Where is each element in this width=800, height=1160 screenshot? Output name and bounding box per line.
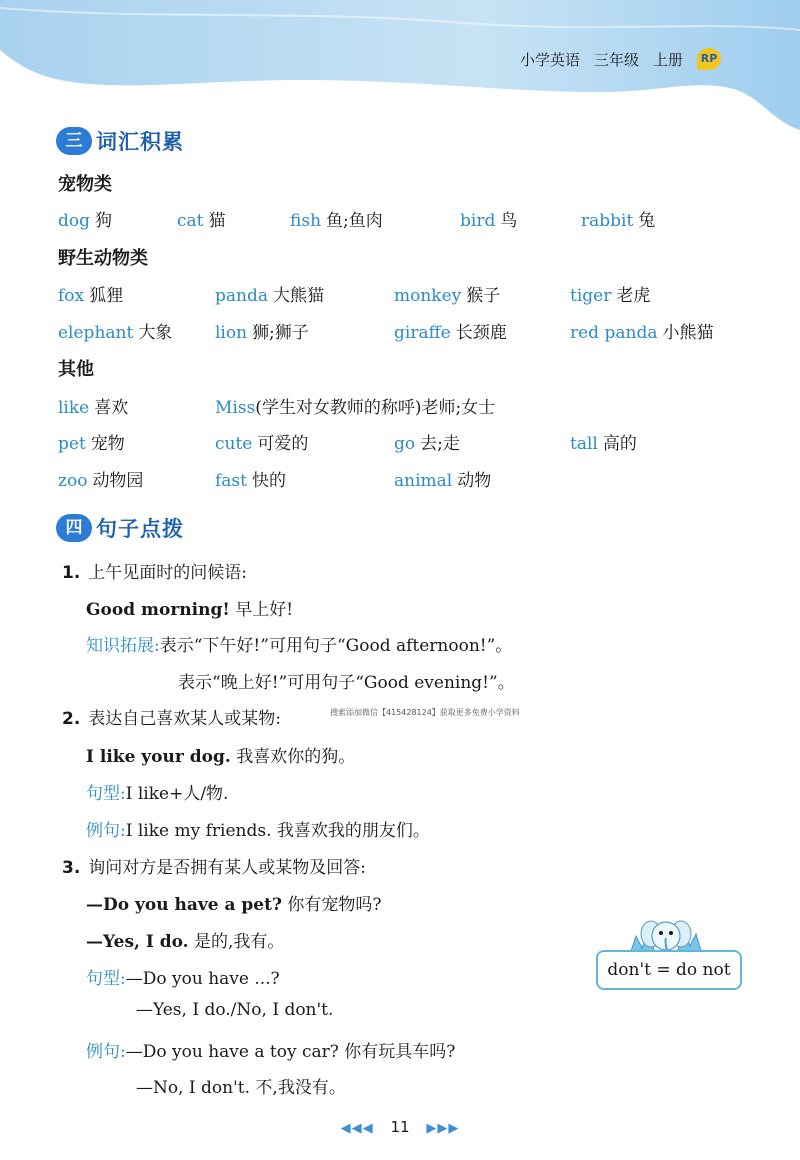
page-footer: [0, 1118, 800, 1136]
pattern-line: —Yes, I do./No, I don't.: [136, 1000, 334, 1020]
contraction-tip: don't = do not: [596, 950, 742, 990]
subject-label: 小学英语: [520, 50, 581, 69]
category-title: 宠物类: [58, 174, 112, 195]
example-answer: —Yes, I do. 是的,我有。: [86, 932, 285, 952]
extension-line: 知识拓展:表示“下午好!”可用句子“Good afternoon!”。: [86, 636, 513, 656]
sample-line: 例句:I like my friends. 我喜欢我的朋友们。: [86, 821, 430, 841]
vocab-item: tall 高的: [570, 434, 637, 454]
vocab-item: fish 鱼;鱼肉: [290, 211, 383, 231]
vocab-item: like 喜欢: [58, 398, 129, 418]
vocab-item: cat 猫: [177, 211, 226, 231]
vocab-item: dog 狗: [58, 211, 112, 231]
section-vocabulary-heading: [56, 126, 184, 156]
section-number: 四: [56, 514, 92, 542]
pattern-line: 句型:—Do you have ...?: [86, 969, 280, 989]
vocab-item: fast 快的: [215, 471, 286, 491]
sample-line: 例句:—Do you have a toy car? 你有玩具车吗?: [86, 1042, 456, 1062]
vocab-item: red panda 小熊猫: [570, 323, 714, 343]
left-arrows-icon: ◀◀◀: [340, 1121, 374, 1136]
sentence-point-heading: 1. 上午见面时的问候语:: [62, 563, 248, 583]
vocab-item: Miss(学生对女教师的称呼)老师;女士: [215, 398, 496, 418]
vocab-item: rabbit 兔: [581, 211, 656, 231]
sample-line: —No, I don't. 不,我没有。: [136, 1078, 346, 1098]
page-number: 11: [390, 1118, 410, 1136]
vocab-item: elephant 大象: [58, 323, 173, 343]
category-title: 其他: [58, 359, 94, 380]
vocab-item: tiger 老虎: [570, 286, 651, 306]
pattern-line: 句型:I like+人/物.: [86, 784, 229, 804]
vocab-item: go 去;走: [394, 434, 460, 454]
vocab-item: fox 狐狸: [58, 286, 124, 306]
category-title: 野生动物类: [58, 248, 148, 269]
vocab-item: animal 动物: [394, 471, 492, 491]
vocab-item: cute 可爱的: [215, 434, 309, 454]
sentence-point-heading: 3. 询问对方是否拥有某人或某物及回答:: [62, 858, 367, 878]
sentence-point-heading: 2. 表达自己喜欢某人或某物:: [62, 709, 282, 729]
wechat-note: 搜索添加微信【415428124】获取更多免费小学资料: [330, 708, 520, 717]
vocab-item: lion 狮;狮子: [215, 323, 309, 343]
example-question: —Do you have a pet? 你有宠物吗?: [86, 895, 382, 915]
right-arrows-icon: ▶▶▶: [426, 1121, 460, 1136]
header-banner: [0, 0, 800, 140]
section-title: 词汇积累: [96, 130, 184, 154]
vocab-item: pet 宠物: [58, 434, 125, 454]
section-number: 三: [56, 127, 92, 155]
example-sentence: I like your dog. 我喜欢你的狗。: [86, 747, 356, 767]
grade-label: 三年级: [594, 50, 640, 69]
publisher-badge: RP: [697, 48, 721, 70]
vocab-item: giraffe 长颈鹿: [394, 323, 507, 343]
vocab-item: panda 大熊猫: [215, 286, 324, 306]
volume-label: 上册: [653, 50, 684, 69]
book-info: [520, 48, 721, 70]
extension-line: 表示“晚上好!”可用句子“Good evening!”。: [178, 673, 515, 693]
section-title: 句子点拨: [96, 517, 184, 541]
section-sentences-heading: [56, 513, 184, 543]
vocab-item: zoo 动物园: [58, 471, 144, 491]
vocab-item: monkey 猴子: [394, 286, 501, 306]
example-sentence: Good morning! 早上好!: [86, 600, 294, 620]
vocab-item: bird 鸟: [460, 211, 518, 231]
